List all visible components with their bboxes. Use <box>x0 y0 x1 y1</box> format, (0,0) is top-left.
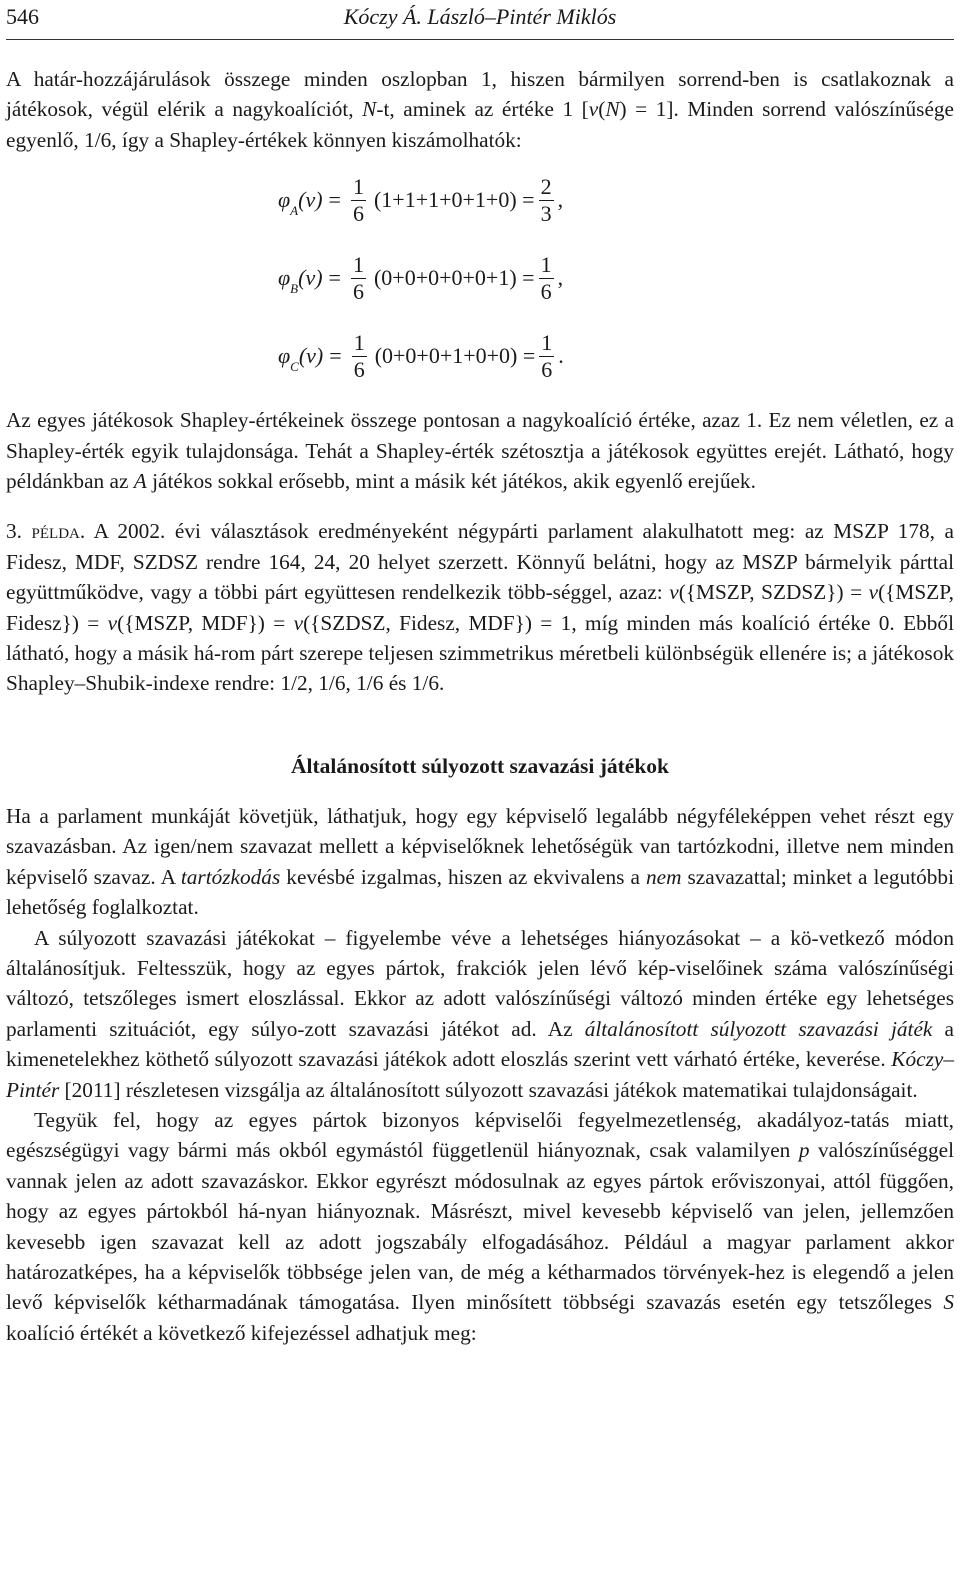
eq-lhs: $\varphi_A(v)$ <box>278 187 323 219</box>
paragraph-text: koalíció értékét a következő kifejezéssel adhatjuk meg: <box>6 1320 477 1345</box>
emphasis: általánosított súlyozott szavazási játék <box>584 1016 933 1041</box>
eq-sign: = <box>328 187 341 213</box>
paragraph-text: szavazattal; minket a legutóbbi lehetőség foglalkoztat. <box>6 864 954 920</box>
intro-text: A határ-hozzájárulások összege minden oszlopban 1, hiszen bármilyen sorrend-ben is csatlakoznak a játékosok, végül elérik a nagykoalíciót, <box>6 67 954 122</box>
intro-text: -t, aminek az értéke 1 [ <box>376 97 589 122</box>
math-p: p <box>798 1138 810 1163</box>
eq-punct: , <box>557 187 564 213</box>
section-heading: Általánosított súlyozott szavazási játékok <box>290 753 669 778</box>
math-S: S <box>943 1290 954 1315</box>
header-rule <box>6 39 954 40</box>
page <box>6 0 954 1348</box>
fraction: $\frac{1}{6}$ <box>352 252 364 304</box>
paragraph-text: Ha a parlament munkáját követjük, láthatjuk, hogy egy képviselő legalább négyféleképpen vehet részt egy szavazásban. Az igen/nem szavazat mellett a képviselőknek lehetőségük van tartózkodni, illetve nem minden képviselő szavaz. A <box>6 803 954 889</box>
paragraph-text: játékos sokkal erősebb, mint a másik két játékos, akik egyenlő erejűek. <box>146 469 756 494</box>
section-paragraph-3 <box>6 1105 954 1348</box>
intro-paragraph <box>6 64 954 155</box>
paragraph-text: ({SZDSZ, Fidesz, MDF}) = 1, míg minden más koalíció értéke 0. Ebből látható, hogy a másik há-rom párt szerepe teljesen szimmetrikus méretbeli különbségük ellenére is; a játékosok Shapley–Shubik-indexe rendre: 1/2, 1/6, 1/6 és 1/6. <box>6 610 954 696</box>
intro-text: ) = 1]. Minden sorrend valószínűsége egyenlő, 1/6, így a Shapley-értékek könnyen kiszámolhatók: <box>6 97 954 152</box>
fraction: $\frac{1}{6}$ <box>352 174 364 226</box>
math-N: N <box>605 97 620 122</box>
example-3-paragraph <box>6 516 954 698</box>
paragraph-text: ({MSZP, Fidesz}) = <box>6 580 955 635</box>
math-v: v <box>107 610 118 635</box>
running-head <box>6 0 954 38</box>
eq-lhs: $\varphi_B(v)$ <box>278 265 323 297</box>
math-v: v <box>293 610 304 635</box>
paragraph-text: valószínűséggel vannak jelen az adott szavazáskor. Ekkor egyrészt módosulnak az egyes pártok erőviszonyai, attól függően, hogy az egyes pártokból há-nyan hiányoznak. Másrészt, mivel kevesebb képviselő van jelen, jellemzően kevesebb igen szavazat kell az adott jogszabály elfogadásához. Például a magyar parlament akkor határozatképes, ha a képviselők többsége jelen van, de még a kétharmados törvények-hez is elegendő a jelen levő képviselők kétharmadának támogatása. Ilyen minősített többségi szavazás esetén egy tetszőleges <box>6 1138 955 1315</box>
math-v: v <box>669 580 679 605</box>
paragraph-text: [2011] részletesen vizsgálja az általánosított súlyozott szavazási játékok matematikai tulajdonságait. <box>59 1077 918 1102</box>
math-A: A <box>133 469 147 494</box>
example-number: 3. <box>6 519 32 544</box>
intro-text: ( <box>598 97 606 122</box>
shapley-equations <box>278 161 954 395</box>
section-paragraph-1 <box>6 801 954 923</box>
citation-authors: Kóczy–Pintér <box>6 1047 954 1102</box>
page-number: 546 <box>6 4 39 29</box>
equation-phi-a <box>278 161 954 239</box>
eq-sum: (0+0+0+1+0+0) = <box>374 343 536 369</box>
equation-phi-c <box>278 317 954 395</box>
math-v: v <box>868 580 879 605</box>
eq-sign: = <box>328 265 341 291</box>
equation-phi-b <box>278 239 954 317</box>
fraction: $\frac{1}{6}$ <box>540 252 552 304</box>
emphasis: nem <box>645 864 682 889</box>
paragraph-text: ({MSZP, SZDSZ}) = <box>678 580 869 605</box>
math-v: v <box>588 97 599 122</box>
paragraph-text: a kimenetelekhez köthető súlyozott szavazási játékok adott eloszlás szerint vett várható értéke, keverése. <box>6 1016 954 1072</box>
paragraph-text: . A 2002. évi választások eredményeként négypárti parlament alakulhatott meg: az MSZP 178, a Fidesz, MDF, SZDSZ rendre 164, 24, 20 helyet szerzett. Könnyű belátni, hogy az MSZP bármelyik párttal együttműködve, vagy a többi párt együttesen rendelkezik több-séggel, azaz: <box>6 519 954 605</box>
math-N: N <box>362 97 377 122</box>
example-label: példa <box>31 519 80 544</box>
paragraph-text: Az egyes játékosok Shapley-értékeinek összege pontosan a nagykoalíció értéke, azaz 1. Ez nem véletlen, ez a Shapley-érték egyik tulajdonsága. Tehát a Shapley-érték szétosztja a játékosok együttes erejét. Látható, hogy példánkban az <box>6 408 954 494</box>
paragraph-text: ({MSZP, MDF}) = <box>117 610 294 635</box>
eq-lhs: $\varphi_C(v)$ <box>278 343 324 375</box>
eq-punct: . <box>558 343 564 369</box>
paragraph-text: Tegyük fel, hogy az egyes pártok bizonyos képviselői fegyelmezetlenség, akadályoz-tatás miatt, egészségügyi vagy bármi más okból egymástól függetlenül hiányoznak, csak valamilyen <box>6 1107 954 1163</box>
emphasis: tartózkodás <box>180 864 281 889</box>
fraction: $\frac{1}{6}$ <box>541 330 553 382</box>
shapley-summary-paragraph <box>6 405 954 496</box>
running-head-authors: Kóczy Á. László–Pintér Miklós <box>343 4 617 29</box>
eq-punct: , <box>557 265 564 291</box>
eq-sum: (1+1+1+0+1+0) = <box>373 187 535 213</box>
fraction: $\frac{2}{3}$ <box>540 174 552 226</box>
section-paragraph-2 <box>6 923 954 1105</box>
paragraph-text: A súlyozott szavazási játékokat – figyelembe véve a lehetséges hiányozásokat – a kö-vetkező módon általánosítjuk. Feltesszük, hogy az egyes pártok, frakciók jelen lévő kép-viselőinek száma valószínűségi változó, tetszőleges ismert eloszlással. Ekkor az adott valószínűségi változó minden értéke egy lehetséges parlamenti szituációt, egy súlyo-zott szavazási játékot ad. Az <box>6 925 954 1041</box>
eq-sum: (0+0+0+0+0+1) = <box>373 265 535 291</box>
eq-sign: = <box>329 343 342 369</box>
paragraph-text: kevésbé izgalmas, hiszen az ekvivalens a <box>280 864 646 889</box>
fraction: $\frac{1}{6}$ <box>353 330 365 382</box>
